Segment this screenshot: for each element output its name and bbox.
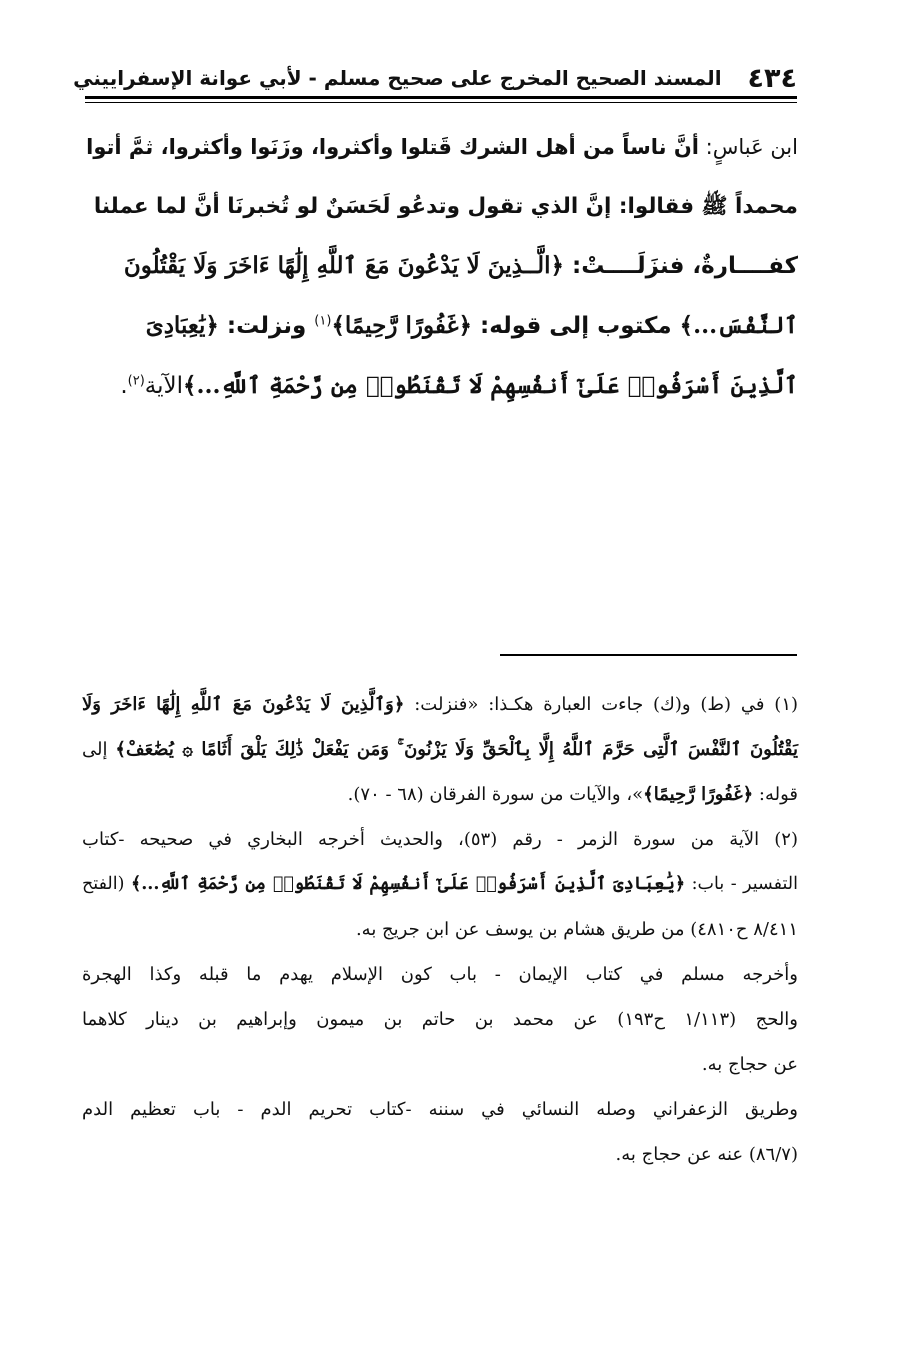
text-fragment: »، والآيات من سورة الفرقان (٦٨ - ٧٠). [347,784,644,805]
text-fragment: محمداً ﷺ فقالوا: إنَّ الذي تقول وتدعُو لَحَسَنٌ لو تُخبرنَا أنَّ لما عملنا [93,194,798,219]
footnote-separator [500,654,797,656]
text-fragment: ٨/٤١١ ح٤٨١٠) من طريق هشام بن يوسف عن ابن جريج به. [355,919,798,940]
text-fragment: (٢) الآية من سورة الزمر - رقم (٥٣)، والحديث أخرجه البخاري في صحيحه -كتاب [82,829,798,850]
text-line-1 [82,118,798,177]
text-line-2 [82,177,798,236]
quran-verse: ﴿غَفُورًا رَّحِيمًا﴾ [331,312,473,339]
text-fragment: (٨٦/٧) عنه عن حجاج به. [615,1144,798,1165]
text-fragment: كفــــارةٌ، فنزَلَــــتْ: [564,253,798,279]
footnote-ref-2[interactable]: (٢) [127,373,145,389]
footnotes [82,682,798,1177]
footnote-line [82,727,798,772]
text-fragment: وطريق الزعفراني وصله النسائي في سننه -كتاب تحريم الدم - باب تعظيم الدم [82,1099,798,1120]
text-fragment: قوله: [753,784,798,805]
quran-verse: يَقْتُلُونَ ٱلنَّفْسَ ٱلَّتِى حَرَّمَ ٱللَّهُ إِلَّا بِٱلْحَقِّ وَلَا يَزْنُونَ ۚ وَمَن يَفْعَلْ ذَٰلِكَ يَلْقَ أَثَامًا ۞ يُضَٰعَفْ﴾ [115,739,798,760]
text-fragment: ابن عَباسٍ: [699,135,798,159]
quran-verse: ﴿الَّــذِينَ لَا يَدْعُونَ مَعَ ٱللَّهِ إِلَٰهًا ءَاخَرَ وَلَا يَقْتُلُونَ [123,252,565,279]
text-fragment: أنَّ ناساً من أهل الشرك قَتلوا وأكثروا، وزَنَوا وأكثروا، ثمَّ أتوا [86,135,699,159]
text-line-4 [82,296,798,356]
footnote-line [82,997,798,1042]
text-fragment: (الفتح [82,874,131,894]
text-line-5 [82,356,798,416]
footnote-line [82,772,798,817]
text-fragment: إلى [82,739,116,760]
text-line-3 [82,236,798,296]
page-header [73,58,797,98]
text-fragment: عن حجاج به. [701,1054,798,1075]
header-rule [85,96,797,99]
quran-verse: ٱلنَّفْسَ...﴾ [679,312,798,339]
footnote-line [82,682,798,727]
main-text [82,118,798,416]
quran-verse: ﴿وَٱلَّذِينَ لَا يَدْعُونَ مَعَ ٱللَّهِ إِلَٰهًا ءَاخَرَ وَلَا [82,694,405,715]
text-fragment: ونزلت: [218,313,315,339]
footnote-line [82,1042,798,1087]
footnote-line [82,952,798,997]
text-fragment: والحج (١/١١٣ ح١٩٣) عن محمد بن حاتم بن ميمون وإبراهيم بن دينار كلاهما [82,1009,798,1030]
footnote-line [82,907,798,952]
footnote-line [82,817,798,862]
text-fragment: وأخرجه مسلم في كتاب الإيمان - باب كون الإسلام يهدم ما قبله وكذا الهجرة [82,964,798,985]
running-title: المسند الصحيح المخرج على صحيح مسلم - لأبي عوانة الإسفراييني [73,66,722,90]
text-fragment: الآية [144,373,184,399]
footnote-line [82,1087,798,1132]
header-rule-thin [85,102,797,103]
footnote-ref-1[interactable]: (١) [314,313,332,329]
footnote-2 [82,817,798,1177]
quran-verse: ٱلَّذِينَ أَسْرَفُوا۟ عَلَىٰٓ أَنفُسِهِمْ لَا تَقْنَطُوا۟ مِن رَّحْمَةِ ٱللَّهِ...﴾ [183,372,798,399]
text-fragment: مكتوب إلى قوله: [472,313,680,339]
quran-verse: ﴿يَٰعِبَادِىَ [145,312,219,339]
quran-verse: ﴿غَفُورًا رَّحِيمًا﴾ [643,784,754,805]
footnote-line [82,1132,798,1177]
text-fragment: التفسير - باب: [685,874,798,894]
footnote-line [82,862,798,907]
page-number: ٤٣٤ [747,62,797,94]
text-fragment: . [120,373,128,399]
quran-verse: ﴿يَٰعِبَادِىَ ٱلَّذِينَ أَسْرَفُوا۟ عَلَىٰٓ أَنفُسِهِمْ لَا تَقْنَطُوا۟ مِن رَّحْمَةِ ٱللَّهِ...﴾ [130,874,686,894]
footnote-1 [82,682,798,817]
text-fragment: (١) في (ط) و(ك) جاءت العبارة هكـذا: «فنزلت: [404,694,799,715]
